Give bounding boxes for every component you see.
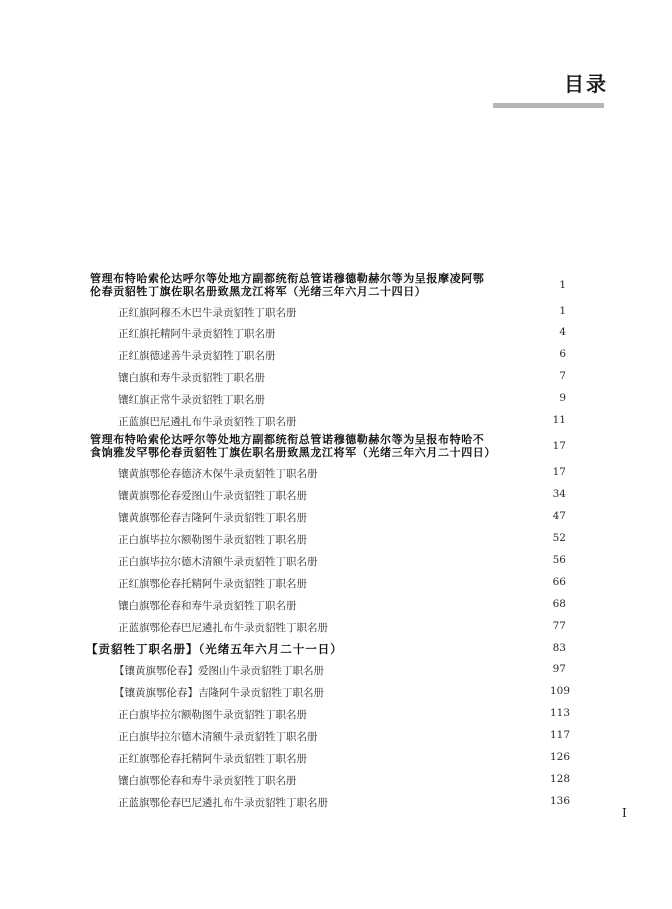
toc-section-page: 83 xyxy=(552,642,566,654)
toc-entry-page: 11 xyxy=(552,414,566,426)
toc-entry-title[interactable]: 正红旗托精阿牛录贡貂牲丁职名册 xyxy=(118,328,276,340)
toc-entry-page: 128 xyxy=(549,773,570,785)
toc-entry-title[interactable]: 正白旗毕拉尔额勒图牛录贡貂牲丁职名册 xyxy=(118,534,307,546)
toc-entry-page: 136 xyxy=(549,795,570,807)
toc-entry-title[interactable]: 镶白旗鄂伦春和寿牛录贡貂牲丁职名册 xyxy=(118,775,297,787)
toc-entry-title[interactable]: 镶黄旗鄂伦春爱图山牛录贡貂牲丁职名册 xyxy=(118,490,307,502)
toc-entry-title[interactable]: 正红旗鄂伦春托精阿牛录贡貂牲丁职名册 xyxy=(118,753,307,765)
toc-entry-page: 97 xyxy=(552,663,566,675)
toc-entry-title[interactable]: 【镶黄旗鄂伦春】爱图山牛录贡貂牲丁职名册 xyxy=(114,665,324,677)
toc-entry-page: 47 xyxy=(552,510,566,522)
toc-entry-page: 1 xyxy=(559,305,566,317)
toc-entry-page: 52 xyxy=(552,532,566,544)
toc-entry-page: 77 xyxy=(552,620,566,632)
toc-section-title-line1[interactable]: 管理布特哈索伦达呼尔等处地方副都统衔总管诺穆德勒赫尔等为呈报摩凌阿鄂 xyxy=(90,272,485,285)
toc-entry-page: 4 xyxy=(559,326,566,338)
toc-section-title-line1[interactable]: 管理布特哈索伦达呼尔等处地方副都统衔总管诺穆德勒赫尔等为呈报布特哈不 xyxy=(90,433,485,446)
toc-entry-page: 68 xyxy=(552,598,566,610)
toc-entry-title[interactable]: 正白旗毕拉尔德木清额牛录贡貂牲丁职名册 xyxy=(118,731,318,743)
toc-entry-title[interactable]: 镶白旗和寿牛录贡貂牲丁职名册 xyxy=(118,372,265,384)
toc-entry-page: 6 xyxy=(559,348,566,360)
toc-section-page: 17 xyxy=(552,440,566,452)
toc-entry-page: 117 xyxy=(549,729,570,741)
toc-entry-page: 17 xyxy=(552,466,566,478)
toc-entry-page: 109 xyxy=(549,685,570,697)
toc-entry-title[interactable]: 正白旗毕拉尔额勒图牛录贡貂牲丁职名册 xyxy=(118,709,307,721)
toc-entry-title[interactable]: 正红旗德逑善牛录贡貂牲丁职名册 xyxy=(118,350,276,362)
toc-entry-page: 126 xyxy=(549,751,570,763)
toc-entry-title[interactable]: 正蓝旗鄂伦春巴尼遴扎布牛录贡貂牲丁职名册 xyxy=(118,622,328,634)
toc-section-title-line2[interactable]: 食饷雅发罕鄂伦春贡貂牲丁旗佐职名册致黑龙江将军（光绪三年六月二十四日） xyxy=(90,446,496,459)
toc-section-page: 1 xyxy=(559,279,566,291)
toc-section-title-line1[interactable]: 【贡貂牲丁职名册】（光绪五年六月二十一日） xyxy=(86,642,343,656)
toc-entry-page: 7 xyxy=(559,370,566,382)
toc-entry-title[interactable]: 镶红旗正常牛录贡貂牲丁职名册 xyxy=(118,394,265,406)
toc-entry-title[interactable]: 正蓝旗鄂伦春巴尼遴扎布牛录贡貂牲丁职名册 xyxy=(118,797,328,809)
toc-entry-page: 113 xyxy=(549,707,570,719)
toc-entry-title[interactable]: 正红旗阿穆丕木巴牛录贡貂牲丁职名册 xyxy=(118,307,297,319)
toc-entry-title[interactable]: 镶黄旗鄂伦春吉隆阿牛录贡貂牲丁职名册 xyxy=(118,512,307,524)
front-matter-page-number: I xyxy=(622,806,627,820)
toc-entry-title[interactable]: 镶黄旗鄂伦春德济木保牛录贡貂牲丁职名册 xyxy=(118,468,318,480)
toc-heading: 目录 xyxy=(564,72,608,96)
toc-entry-page: 66 xyxy=(552,576,566,588)
toc-entry-title[interactable]: 正蓝旗巴尼遴扎布牛录贡貂牲丁职名册 xyxy=(118,416,297,428)
toc-entry-title[interactable]: 正白旗毕拉尔德木清额牛录贡貂牲丁职名册 xyxy=(118,556,318,568)
toc-entry-page: 34 xyxy=(552,488,566,500)
toc-entry-page: 56 xyxy=(552,554,566,566)
toc-section-title-line2[interactable]: 伦春贡貂牲丁旗佐职名册致黑龙江将军（光绪三年六月二十四日） xyxy=(90,285,427,298)
toc-entry-page: 9 xyxy=(559,392,566,404)
toc-entry-title[interactable]: 正红旗鄂伦春托精阿牛录贡貂牲丁职名册 xyxy=(118,578,307,590)
toc-entry-title[interactable]: 【镶黄旗鄂伦春】吉隆阿牛录贡貂牲丁职名册 xyxy=(114,687,324,699)
toc-entry-title[interactable]: 镶白旗鄂伦春和寿牛录贡貂牲丁职名册 xyxy=(118,600,297,612)
